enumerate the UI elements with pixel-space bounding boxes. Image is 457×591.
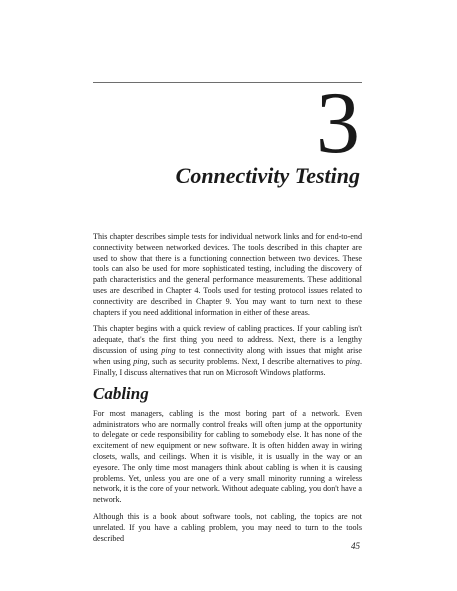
intro-paragraph-2-part-c: , such as security problems. Next, I describe alternatives to [147,356,346,366]
ping-command: ping [345,356,360,366]
ping-command: ping [133,356,148,366]
cabling-paragraph-1: For most managers, cabling is the most boring part of a network. Even administrators who are normally control freaks will often jump at the opportunity to delegate or cede responsibility for cabling to somebody else. It has none of the excitement of new equipment or new software. It is often hidden away in wiring closets, walls, and ceilings. When it is visible, it is usually in the way or an eyesore. The only time most managers think about cabling is when it is causing problems. Yet, unless you are one of a very small minority running a wireless network, it is the core of your network. Without adequate cabling, you don't have a network. [93,408,362,505]
intro-paragraph-2-part-b: to test connectivity along with issues that might arise when using [93,345,362,366]
chapter-title: Connectivity Testing [175,163,360,188]
section-heading-cabling: Cabling [93,384,149,404]
chapter-body [93,232,362,550]
cabling-paragraph-2: Although this is a book about software tools, not cabling, the topics are not unrelated. If you have a cabling problem, you may need to turn to the tools described [93,511,362,543]
intro-paragraph-1: This chapter describes simple tests for individual network links and for end-to-end connectivity between networked devices. The tools described in this chapter are used to show that there is a functioning connection between two devices. These tools can also be used for more sophisticated testing, including the discovery of path characteristics and the general performance measurements. These additional uses are described in Chapter 4. Tools used for testing protocol issues related to connectivity are described in Chapter 9. You may want to turn next to these chapters if you need additional information in either of these areas. [93,232,362,317]
ping-command: ping [161,345,176,355]
intro-paragraph-2-part-d: . Finally, I discuss alternatives that run on Microsoft Windows platforms. [93,356,362,377]
intro-paragraph-2 [93,324,362,378]
intro-paragraph-2-part-a: This chapter begins with a quick review of cabling practices. If your cabling isn't adequate, that's the first thing you need to address. Next, there is a lengthy discussion of using [93,324,362,355]
chapter-number: 3 [316,75,360,172]
page-number: 45 [351,541,360,551]
